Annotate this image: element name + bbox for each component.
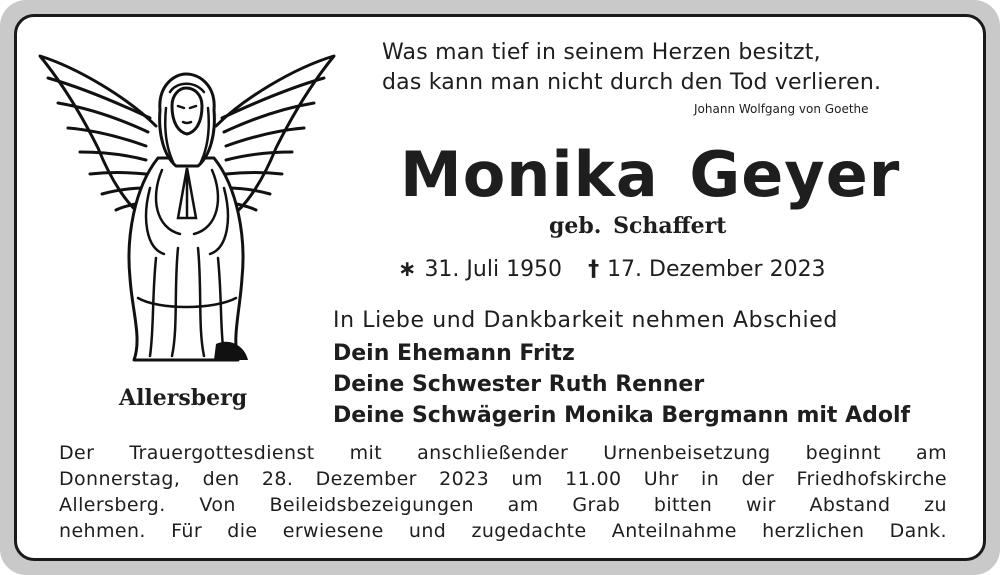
notice-line: nehmen. Für die erwiesene und zugedachte Anteilnahme herzlichen Dank. [59, 520, 947, 542]
quote-author: Johann Wolfgang von Goethe [694, 102, 869, 116]
quote-line-1: Was man tief in seinem Herzen besitzt, [382, 40, 821, 65]
deceased-name: Monika Geyer [400, 138, 901, 211]
mourner-name: Dein Ehemann Fritz [333, 341, 575, 366]
death-date: 17. Dezember 2023 [607, 257, 826, 282]
mourner-name: Deine Schwägerin Monika Bergmann mit Adolf [333, 403, 911, 428]
notice-line: Donnerstag, den 28. Dezember 2023 um 11.00 Uhr in der Friedhofskirche [59, 468, 947, 490]
place-name: Allersberg [119, 385, 248, 411]
farewell-intro: In Liebe und Dankbarkeit nehmen Abschied [333, 308, 838, 333]
notice-line: Der Trauergottesdienst mit anschließender Urnenbeisetzung beginnt am [59, 442, 947, 464]
birth-date: 31. Juli 1950 [424, 257, 563, 282]
birth-symbol: ∗ [398, 257, 417, 282]
praying-angel-icon [38, 48, 336, 366]
funeral-notice [59, 440, 947, 544]
death-symbol: † [588, 257, 600, 282]
notice-line: Allersberg. Von Beileidsbezeigungen am Grab bitten wir Abstand zu [59, 494, 947, 516]
life-dates [398, 257, 826, 282]
mourner-name: Deine Schwester Ruth Renner [333, 372, 705, 397]
birth-name: geb. Schaffert [549, 213, 727, 239]
quote-line-2: das kann man nicht durch den Tod verlieren. [382, 70, 882, 95]
